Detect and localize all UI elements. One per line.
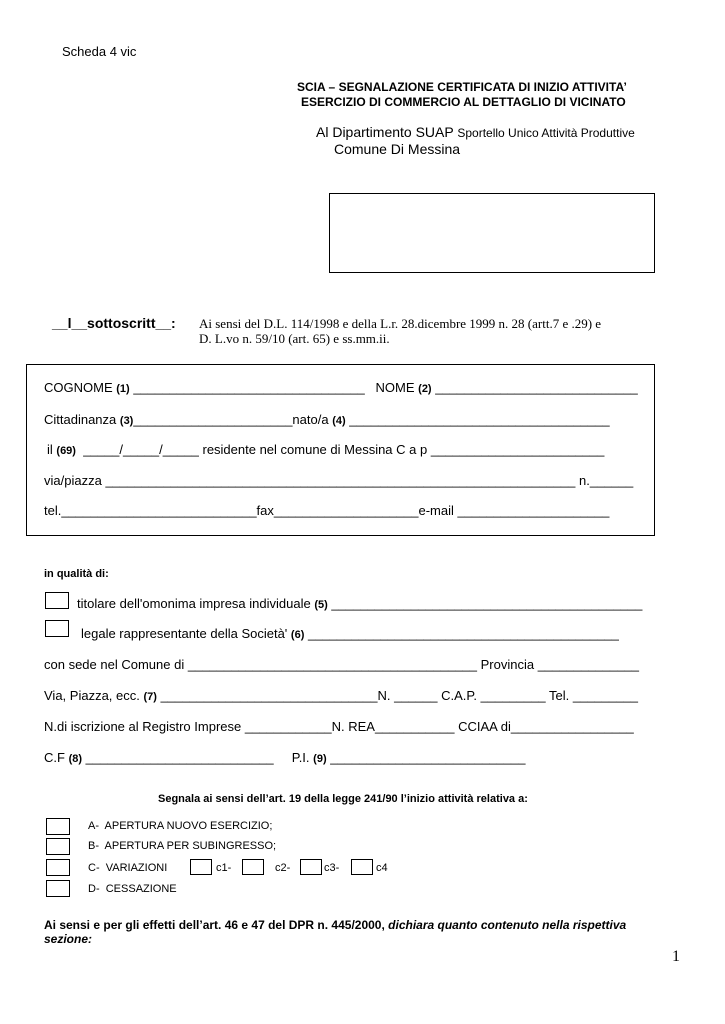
address-row — [44, 688, 638, 703]
c1-checkbox[interactable] — [190, 859, 212, 875]
nato-field[interactable]: ____________________________________ — [349, 412, 610, 427]
titolare-checkbox[interactable] — [45, 592, 69, 609]
declaration-line2: sezione: — [44, 932, 93, 946]
contact-field[interactable]: tel.___________________________fax____________________e-mail _____________________ — [44, 503, 610, 518]
via-row — [44, 473, 633, 488]
option-a-letter: A- — [88, 820, 99, 832]
declaration-line1 — [44, 918, 626, 932]
option-c-label: VARIAZIONI — [105, 862, 168, 874]
registro-field[interactable]: N.di iscrizione al Registro Imprese ____________N. REA___________ CCIAA di_________________ — [44, 719, 634, 734]
cittadinanza-field[interactable]: ______________________nato/a — [133, 412, 329, 427]
page-number: 1 — [672, 948, 680, 965]
c4-checkbox[interactable] — [351, 859, 373, 875]
c2-checkbox[interactable] — [242, 859, 264, 875]
birth-date-row — [47, 442, 604, 457]
nome-field[interactable]: ____________________________ — [435, 380, 638, 395]
cf-ref: (8) — [68, 753, 83, 765]
address-field[interactable]: ______________________________N. ______ C.A.P. _________ Tel. _________ — [160, 688, 638, 703]
option-c-checkbox[interactable] — [46, 859, 70, 876]
address-label: Via, Piazza, ecc. — [44, 688, 140, 703]
option-a-row — [88, 820, 272, 832]
option-d-checkbox[interactable] — [46, 880, 70, 897]
legale-ref: (6) — [290, 629, 305, 641]
cittadinanza-row — [44, 412, 610, 427]
legale-field[interactable]: ___________________________________________ — [308, 626, 619, 641]
via-field[interactable]: _________________________________________________________________ n.______ — [105, 473, 634, 488]
titolare-row — [77, 596, 642, 611]
segnala-heading: Segnala ai sensi dell’art. 19 della legge 241/90 l’inizio attività relativa a: — [158, 793, 528, 805]
il-ref: (69) — [56, 445, 76, 457]
comune-name: Comune Di Messina — [334, 141, 461, 157]
signer-label: __l__sottoscritt__: — [52, 315, 176, 331]
legale-row — [81, 626, 619, 641]
law-ref-line1: Ai sensi del D.L. 114/1998 e della L.r. 28.dicembre 1999 n. 28 (artt.7 e .29) e — [199, 316, 602, 331]
option-b-label: APERTURA PER SUBINGRESSO; — [104, 840, 277, 852]
sede-field[interactable]: con sede nel Comune di ________________________________________ Provincia ______________ — [44, 657, 639, 672]
qualita-heading: in qualità di: — [44, 568, 109, 580]
cf-field[interactable]: __________________________ — [85, 750, 274, 765]
form-title-line1: SCIA – SEGNALAZIONE CERTIFICATA DI INIZIO ATTIVITA’ — [297, 80, 627, 94]
option-c-row — [88, 862, 167, 874]
nome-label: NOME — [375, 380, 415, 395]
il-label: il — [47, 442, 53, 457]
cognome-ref: (1) — [116, 383, 130, 395]
law-ref-line2: D. L.vo n. 59/10 (art. 65) e ss.mm.ii. — [199, 331, 390, 346]
option-b-checkbox[interactable] — [46, 838, 70, 855]
cognome-label: COGNOME — [44, 380, 113, 395]
addressee-sub: Sportello Unico Attività Produttive — [457, 126, 635, 140]
c1-label: c1- — [216, 862, 232, 874]
addressee — [316, 124, 635, 140]
via-label: via/piazza — [44, 473, 102, 488]
c3-checkbox[interactable] — [300, 859, 322, 875]
address-ref: (7) — [143, 691, 157, 703]
declaration-bold: Ai sensi e per gli effetti dell’art. 46 e 47 del DPR n. 445/2000, — [44, 918, 385, 932]
pi-label: P.I. — [291, 750, 310, 765]
option-b-letter: B- — [88, 840, 99, 852]
pi-ref: (9) — [313, 753, 327, 765]
pi-field[interactable]: ___________________________ — [330, 750, 526, 765]
cognome-row — [44, 380, 638, 395]
form-title-line2: ESERCIZIO DI COMMERCIO AL DETTAGLIO DI VICINATO — [301, 95, 626, 109]
titolare-label: titolare dell'omonima impresa individuale — [77, 596, 311, 611]
personal-data-box — [26, 364, 655, 536]
cf-label: C.F — [44, 750, 65, 765]
option-c-letter: C- — [88, 862, 100, 874]
fiscal-row — [44, 750, 525, 765]
cittadinanza-label: Cittadinanza — [44, 412, 117, 427]
form-code: Scheda 4 vic — [62, 44, 137, 59]
titolare-ref: (5) — [314, 599, 328, 611]
option-d-row — [88, 883, 177, 895]
nato-ref: (4) — [332, 415, 346, 427]
c2-label: c2- — [275, 862, 291, 874]
cognome-field[interactable]: ________________________________ — [133, 380, 365, 395]
nome-ref: (2) — [418, 383, 432, 395]
option-d-letter: D- — [88, 883, 100, 895]
option-a-checkbox[interactable] — [46, 818, 70, 835]
option-a-label: APERTURA NUOVO ESERCIZIO; — [104, 820, 273, 832]
declaration-italic: dichiara quanto contenuto nella rispettiva — [388, 918, 627, 932]
birth-residence-field[interactable]: _____/_____/_____ residente nel comune di Messina C a p ________________________ — [83, 442, 605, 457]
protocol-stamp-box[interactable] — [329, 193, 655, 273]
addressee-main: Al Dipartimento SUAP — [316, 124, 454, 140]
c4-label: c4 — [376, 862, 388, 874]
option-d-label: CESSAZIONE — [105, 883, 177, 895]
legale-label: legale rappresentante della Società' — [81, 626, 288, 641]
titolare-field[interactable]: ___________________________________________ — [331, 596, 643, 611]
cittadinanza-ref: (3) — [119, 415, 134, 427]
legale-checkbox[interactable] — [45, 620, 69, 637]
c3-label: c3- — [324, 862, 340, 874]
option-b-row — [88, 840, 276, 852]
